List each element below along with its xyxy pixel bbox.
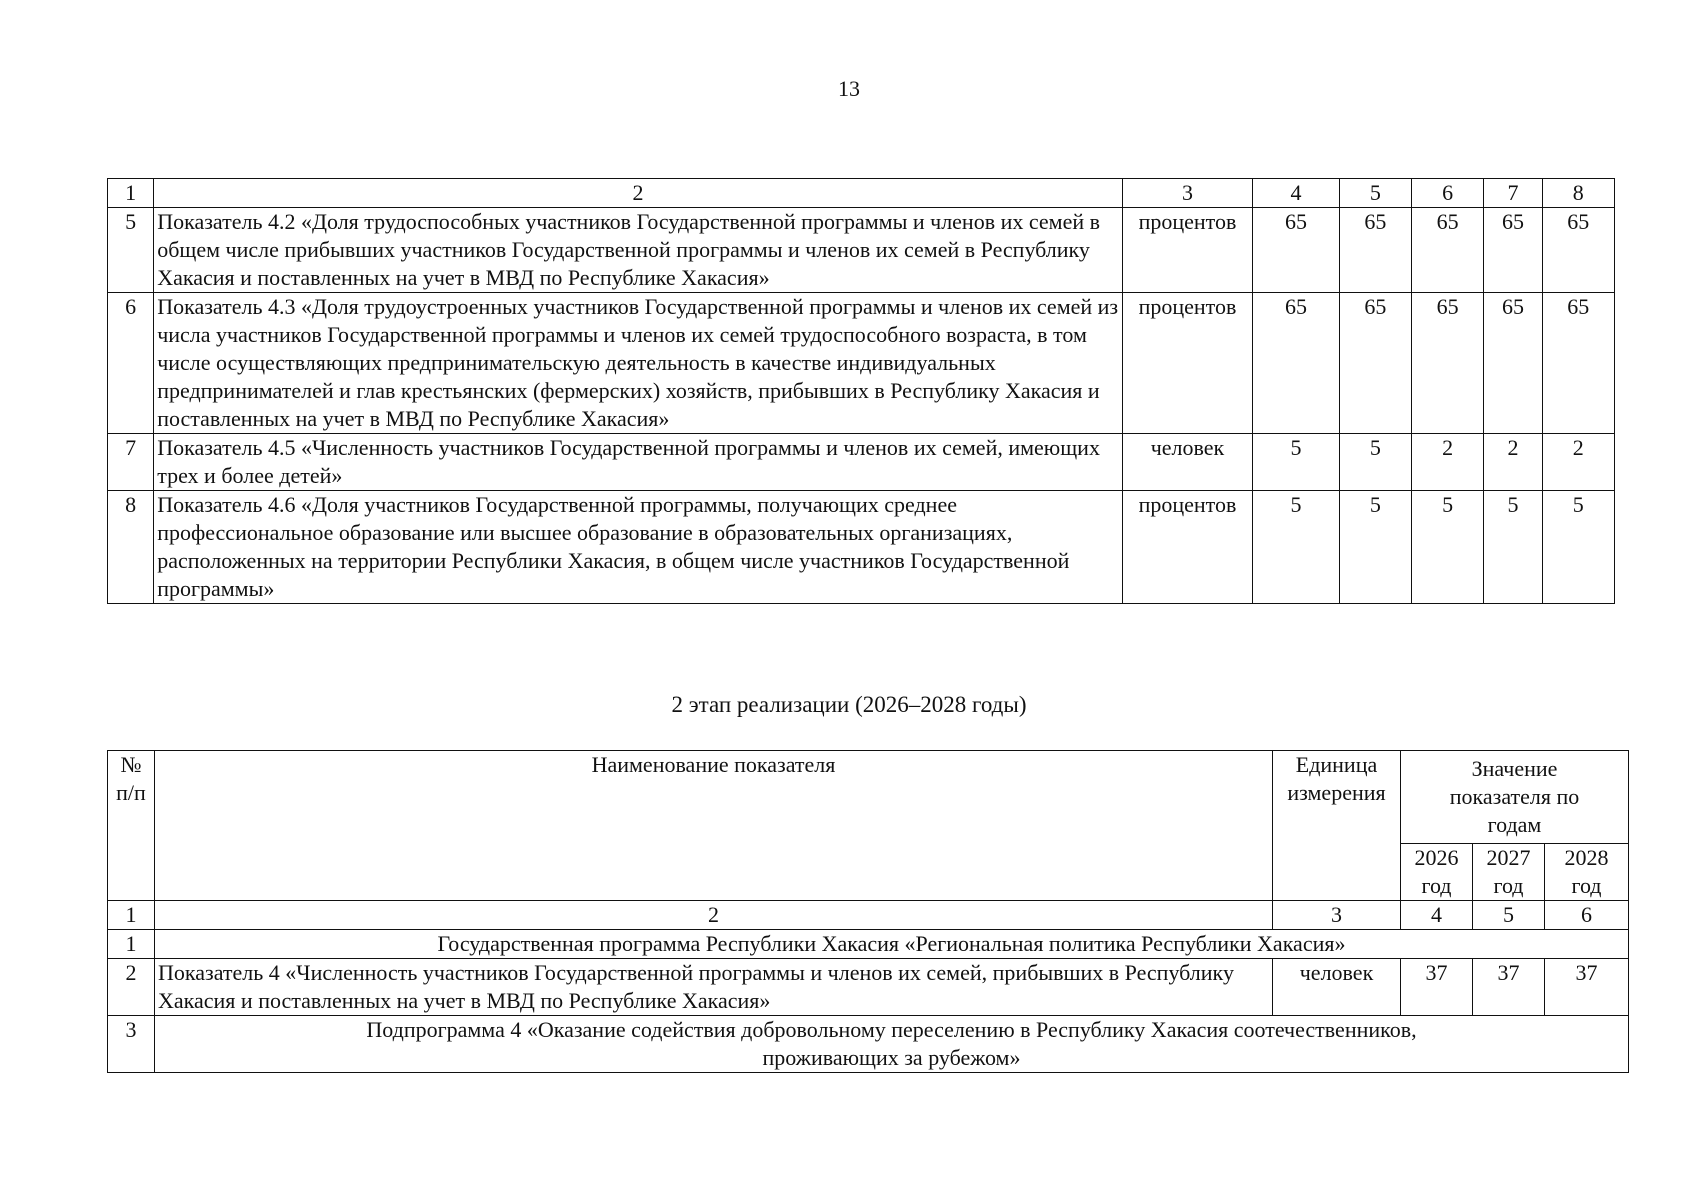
value-cell: 2 <box>1412 434 1484 491</box>
indicators-table-stage-2 <box>107 750 1629 1073</box>
column-index: 3 <box>1122 179 1253 208</box>
value-cell: 5 <box>1339 434 1411 491</box>
value-cell: 65 <box>1484 293 1542 434</box>
indicators-table-stage-1 <box>107 178 1615 604</box>
row-number: 1 <box>108 930 155 959</box>
value-cell: 65 <box>1339 208 1411 293</box>
value-cell: 37 <box>1545 959 1629 1016</box>
value-cell: 37 <box>1401 959 1473 1016</box>
indicator-name: Показатель 4.2 «Доля трудоспособных участников Государственной программы и членов их семей в общем числе прибывших участников Государственной программы и членов их семей в Республику Хакасия и поставленных на учет в МВД по Республике Хакасия» <box>154 208 1122 293</box>
column-index: 8 <box>1542 179 1614 208</box>
value-cell: 65 <box>1412 293 1484 434</box>
row-number: 2 <box>108 959 155 1016</box>
table-2-index-row <box>108 901 1629 930</box>
column-index: 4 <box>1253 179 1339 208</box>
table-row <box>108 293 1615 434</box>
column-index: 2 <box>155 901 1273 930</box>
unit-cell: процентов <box>1122 491 1253 604</box>
column-index: 4 <box>1401 901 1473 930</box>
value-cell: 65 <box>1339 293 1411 434</box>
row-number: 6 <box>108 293 154 434</box>
table-row <box>108 491 1615 604</box>
table-row <box>108 208 1615 293</box>
header-year: 2026 год <box>1401 844 1473 901</box>
table-1-index-row <box>108 179 1615 208</box>
row-number: 3 <box>108 1016 155 1073</box>
header-value-by-year: Значение показателя по годам <box>1401 751 1629 844</box>
value-cell: 5 <box>1484 491 1542 604</box>
column-index: 5 <box>1339 179 1411 208</box>
page-number: 13 <box>838 76 860 101</box>
column-index: 6 <box>1412 179 1484 208</box>
value-cell: 65 <box>1412 208 1484 293</box>
row-number: 7 <box>108 434 154 491</box>
value-cell: 65 <box>1253 293 1339 434</box>
unit-cell: процентов <box>1122 208 1253 293</box>
value-cell: 5 <box>1253 434 1339 491</box>
column-index: 2 <box>154 179 1122 208</box>
value-cell: 5 <box>1253 491 1339 604</box>
value-cell: 65 <box>1253 208 1339 293</box>
subprogram-title-row: Подпрограмма 4 «Оказание содействия добровольному переселению в Республику Хакасия соотечественников, проживающих за рубежом» <box>155 1016 1629 1073</box>
table-row <box>108 1016 1629 1073</box>
header-year: 2028 год <box>1545 844 1629 901</box>
unit-cell: процентов <box>1122 293 1253 434</box>
column-index: 1 <box>108 901 155 930</box>
column-index: 6 <box>1545 901 1629 930</box>
value-cell: 5 <box>1542 491 1614 604</box>
table-row <box>108 959 1629 1016</box>
table-row <box>108 434 1615 491</box>
value-cell: 2 <box>1484 434 1542 491</box>
unit-cell: человек <box>1273 959 1401 1016</box>
value-cell: 5 <box>1412 491 1484 604</box>
column-index: 5 <box>1473 901 1545 930</box>
table-2-header-row <box>108 751 1629 844</box>
header-indicator-name: Наименование показателя <box>155 751 1273 901</box>
indicator-name: Показатель 4.3 «Доля трудоустроенных участников Государственной программы и членов их семей из числа участников Государственной программы и членов их семей трудоспособного возраста, в том числе осуществляющих предпринимательскую деятельность в качестве индивидуальных предпринимателей и глав крестьянских (фермерских) хозяйств, прибывших в Республику Хакасия и поставленных на учет в МВД по Республике Хакасия» <box>154 293 1122 434</box>
header-year: 2027 год <box>1473 844 1545 901</box>
column-index: 3 <box>1273 901 1401 930</box>
header-unit: Единица измерения <box>1273 751 1401 901</box>
indicator-name: Показатель 4 «Численность участников Государственной программы и членов их семей, прибывших в Республику Хакасия и поставленных на учет в МВД по Республике Хакасия» <box>155 959 1273 1016</box>
indicator-name: Показатель 4.6 «Доля участников Государственной программы, получающих среднее профессиональное образование или высшее образование в образовательных организациях, расположенных на территории Республики Хакасия, в общем числе участников Государственной программы» <box>154 491 1122 604</box>
column-index: 1 <box>108 179 154 208</box>
value-cell: 37 <box>1473 959 1545 1016</box>
value-cell: 5 <box>1339 491 1411 604</box>
unit-cell: человек <box>1122 434 1253 491</box>
row-number: 5 <box>108 208 154 293</box>
column-index: 7 <box>1484 179 1542 208</box>
table-row <box>108 930 1629 959</box>
value-cell: 65 <box>1484 208 1542 293</box>
program-title-row: Государственная программа Республики Хакасия «Региональная политика Республики Хакасия» <box>155 930 1629 959</box>
value-cell: 65 <box>1542 293 1614 434</box>
value-cell: 65 <box>1542 208 1614 293</box>
value-cell: 2 <box>1542 434 1614 491</box>
section-heading: 2 этап реализации (2026–2028 годы) <box>671 692 1027 717</box>
header-number: № п/п <box>108 751 155 901</box>
row-number: 8 <box>108 491 154 604</box>
indicator-name: Показатель 4.5 «Численность участников Государственной программы и членов их семей, имеющих трех и более детей» <box>154 434 1122 491</box>
